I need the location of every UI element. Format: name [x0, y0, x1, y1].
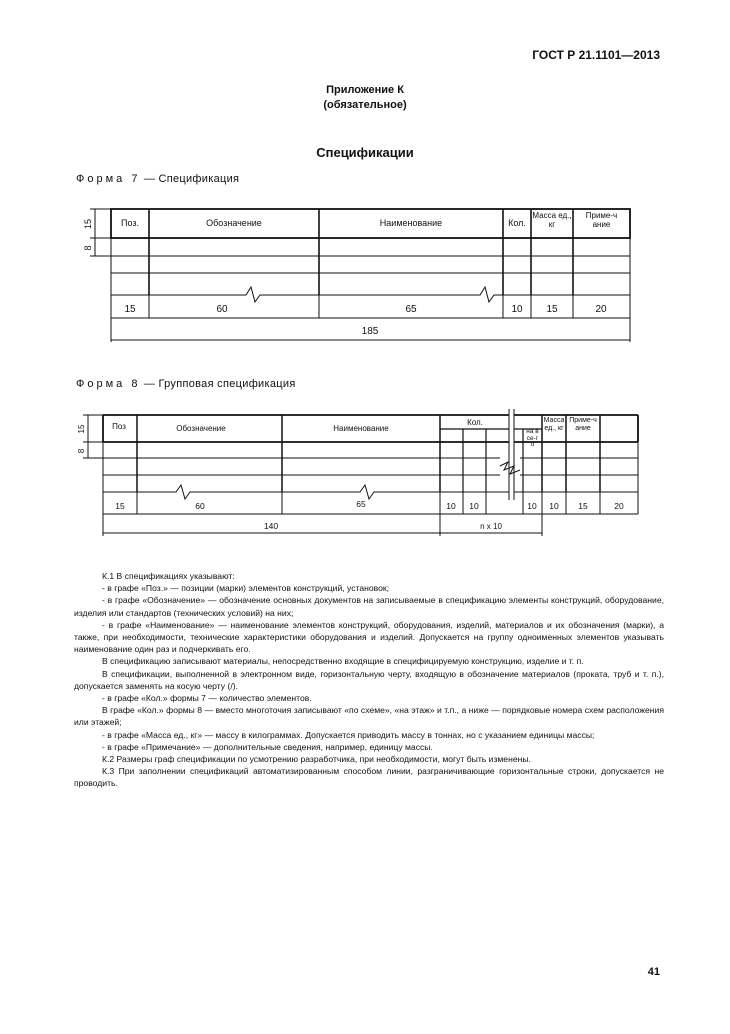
form8-label-word: Форма 8: [76, 378, 141, 390]
form8-header-total-box: [523, 428, 542, 448]
form8-height-row: 8: [77, 448, 86, 454]
form8-header-qty: Кол.: [467, 418, 483, 427]
form8-width-qty-4: 10: [549, 501, 559, 511]
form8-width-qty-1: 10: [446, 501, 456, 511]
form8-width-pos: 15: [115, 501, 125, 511]
note-paragraph: В спецификации, выполненной в электронном виде, горизонтальную черту, входящую в обозначение материалов (проката, труб и т. п.), допускается заменять на косую черту (/).: [74, 668, 664, 691]
form8-header-mass-box: [542, 417, 566, 441]
form7-header-name: Наименование: [379, 218, 443, 228]
form7-width-name: 65: [405, 304, 417, 315]
section-title: Спецификации: [316, 145, 414, 160]
form8-total-left: 140: [263, 521, 279, 531]
form8-width-note: 20: [614, 501, 624, 511]
form7-total-width: 185: [361, 326, 379, 337]
form7-width-mass: 15: [546, 304, 558, 315]
form7-header-designation: Обозначение: [206, 218, 262, 228]
form7-header-pos: Поз.: [121, 218, 139, 228]
form7-header-note: Приме-чание: [585, 211, 618, 229]
page-number: 41: [647, 966, 660, 978]
note-paragraph: К.3 При заполнении спецификаций автоматизированным способом линии, разграничивающие горизонтальные строки, допускается не проводить.: [74, 766, 664, 789]
note-paragraph: К.2 Размеры граф спецификации по усмотрению разработчика, при необходимости, могут быть изменены.: [102, 754, 531, 765]
form8-width-qty-3: 10: [527, 501, 537, 511]
form7-height-header: 15: [83, 218, 93, 230]
note-paragraph: В спецификацию записывают материалы, непосредственно входящие в специфицируемую конструкцию, изделие и т. п.: [102, 656, 584, 667]
form7-width-pos: 15: [124, 304, 136, 315]
notes-text: [74, 570, 664, 790]
form8-header-mass: Масса ед., кг: [543, 417, 565, 432]
form7-width-note: 20: [595, 304, 607, 315]
form7-header-mass: Масса ед., кг: [532, 211, 572, 229]
form7-label-name: — Спецификация: [143, 173, 240, 185]
form8-height-header: 15: [77, 424, 86, 434]
note-paragraph: - в графе «Наименование» — наименование элементов конструкций, оборудования, изделий, материалов и их обозначения (марки), а также, при необходимости, технические характеристики оборудования и изделий. Допускается на группу одноименных элементов указывать наименование один раз и подчеркивать его.: [74, 619, 664, 655]
form8-label-name: — Групповая спецификация: [143, 378, 296, 390]
appendix-title: Приложение К: [326, 84, 404, 96]
form8-header-note-box: [566, 417, 600, 441]
note-paragraph: - в графе «Примечание» — дополнительные сведения, например, единицу массы.: [102, 741, 433, 752]
form8-header-designation: Обозначение: [176, 424, 226, 433]
form7-width-designation: 60: [216, 304, 228, 315]
note-paragraph: - в графе «Кол.» формы 7 — количество элементов.: [102, 693, 312, 704]
form8-header-note: Приме-чание: [569, 417, 597, 432]
standard-header: ГОСТ Р 21.1101—2013: [532, 48, 660, 62]
note-paragraph: - в графе «Поз.» — позиции (марки) элементов конструкций, установок;: [102, 583, 390, 594]
form7-header-qty: Кол.: [508, 218, 526, 228]
form7-label-word: Форма 7: [76, 173, 141, 185]
note-paragraph: К.1 В спецификациях указывают:: [102, 571, 235, 581]
appendix-status: (обязательное): [323, 99, 407, 111]
form8-header-name: Наименование: [333, 424, 389, 433]
form8-width-qty-2: 10: [469, 501, 479, 511]
form7-width-qty: 10: [511, 304, 523, 315]
form8-header-total: на все-го: [526, 428, 539, 448]
form8-width-mass: 15: [578, 501, 588, 511]
form8-width-designation: 60: [195, 501, 205, 511]
form8-header-pos: Поз: [112, 422, 126, 431]
form8-total-right: n x 10: [480, 522, 502, 531]
note-paragraph: - в графе «Масса ед., кг» — массу в килограммах. Допускается приводить массу в тоннах, но с указанием единицы массы;: [102, 729, 595, 740]
form7-height-row: 8: [83, 245, 93, 251]
note-paragraph: В графе «Кол.» формы 8 — вместо многоточия записывают «по схеме», «на этаж» и т.п., а ниже — порядковые номера схем расположения или этажей;: [74, 705, 664, 728]
form8-width-name: 65: [356, 499, 366, 509]
note-paragraph: - в графе «Обозначение» — обозначение основных документов на записываемые в спецификацию элементы конструкций, оборудование, изделия или стандартов (технических условий) на них;: [74, 595, 664, 618]
